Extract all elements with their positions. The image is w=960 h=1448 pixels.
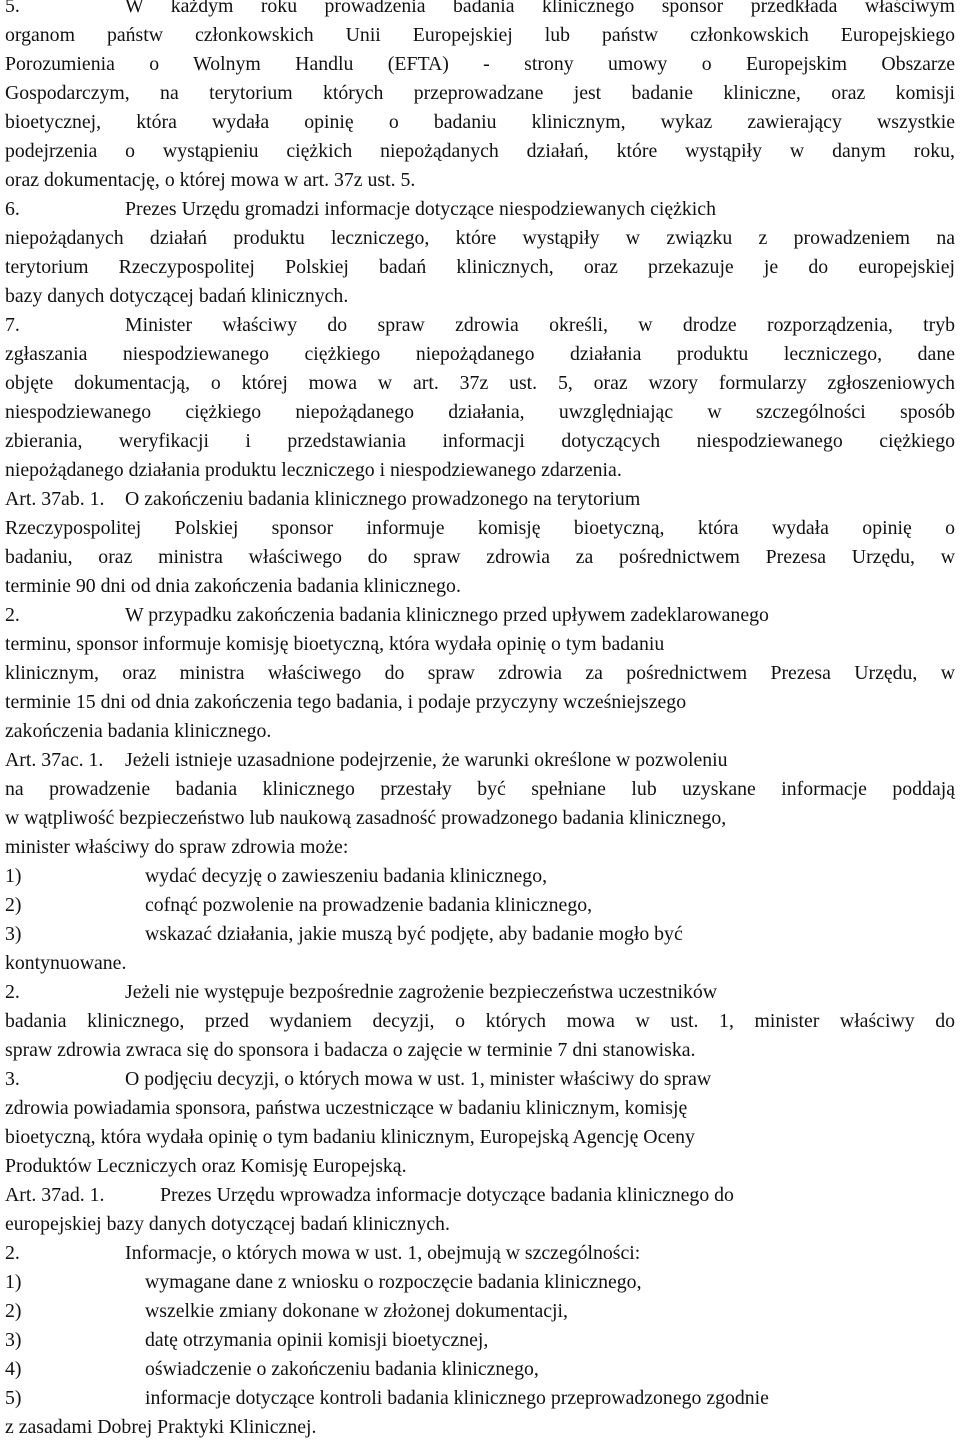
line-text: cofnąć pozwolenie na prowadzenie badania klinicznego, [145,894,593,916]
article-37ac-section-1 [5,746,955,862]
text-line [5,1297,955,1326]
text-line: klinicznym, oraz ministra właściwego do spraw zdrowia za pośrednictwem Prezesa Urzędu, w [5,662,955,684]
text-line [5,978,955,1007]
text-line [5,601,955,630]
item-number: 2) [5,1300,22,1322]
paragraph-number: 5. [5,0,20,17]
text-line: terytorium Rzeczypospolitej Polskiej badań klinicznych, oraz przekazuje je do europejskiej [5,256,955,278]
item-number: 2) [5,894,22,916]
text-line [5,1268,955,1297]
text-line: terminie 90 dni od dnia zakończenia badania klinicznego. [5,575,461,597]
text-line [5,1181,955,1210]
text-line [5,1065,955,1094]
article-number: Art. 37ac. 1. [5,749,104,771]
text-line: niepożądanych działań produktu leczniczego, które wystąpiły w związku z prowadzeniem na [5,227,955,249]
line-text: Prezes Urzędu gromadzi informacje dotyczące niespodziewanych ciężkich [125,198,716,220]
text-line [5,862,955,891]
text-line: zakończenia badania klinicznego. [5,720,272,742]
text-line [5,1239,955,1268]
article-37ab-section-2 [5,601,955,746]
text-line [5,311,955,340]
text-line: bioetycznej, która wydała opinię o badaniu klinicznym, wykaz zawierający wszystkie [5,111,955,133]
line-text: datę otrzymania opinii komisji bioetycznej, [145,1329,489,1351]
text-line: Porozumienia o Wolnym Handlu (EFTA) - strony umowy o Europejskim Obszarze [5,53,955,75]
document-body [5,0,955,1442]
text-line: zdrowia powiadamia sponsora, państwa uczestniczące w badaniu klinicznym, komisję [5,1097,688,1119]
article-37ad-section-2 [5,1239,955,1268]
text-line: kontynuowane. [5,952,127,974]
paragraph-number: 2. [5,604,20,626]
text-line: niepożądanego działania produktu leczniczego i niespodziewanego zdarzenia. [5,459,622,481]
paragraph-number: 2. [5,981,20,1003]
text-line: organom państw członkowskich Unii Europejskiej lub państw członkowskich Europejskiego [5,24,955,46]
line-text: wydać decyzję o zawieszeniu badania klinicznego, [145,865,548,887]
text-line: oraz dokumentację, o której mowa w art. 37z ust. 5. [5,169,416,191]
text-line: Gospodarczym, na terytorium których przeprowadzane jest badanie kliniczne, oraz komisji [5,82,955,104]
text-line [5,1384,955,1413]
article-37ac-section-3 [5,1065,955,1181]
list-item [5,1297,955,1326]
article-37ad-section-1 [5,1181,955,1239]
text-line: na prowadzenie badania klinicznego przestały być spełniane lub uzyskane informacje poddają [5,778,955,800]
text-line [5,0,955,21]
line-text: wszelkie zmiany dokonane w złożonej dokumentacji, [145,1300,568,1322]
paragraph-number: 2. [5,1242,20,1264]
text-line: badania klinicznego, przed wydaniem decyzji, o których mowa w ust. 1, minister właściwy do [5,1010,955,1032]
article-number: Art. 37ad. 1. [5,1184,105,1206]
paragraph-6 [5,195,955,311]
text-line [5,891,955,920]
line-text: O podjęciu decyzji, o których mowa w ust. 1, minister właściwy do spraw [125,1068,712,1090]
line-text: wymagane dane z wniosku o rozpoczęcie badania klinicznego, [145,1271,642,1293]
line-text: W przypadku zakończenia badania klinicznego przed upływem zadeklarowanego [125,604,769,626]
paragraph-number: 6. [5,198,20,220]
text-line: Rzeczypospolitej Polskiej sponsor informuje komisję bioetyczną, która wydała opinię o [5,517,955,539]
list-item [5,1268,955,1297]
item-number: 3) [5,923,22,945]
list-item [5,862,955,891]
item-number: 1) [5,865,22,887]
text-line: podejrzenia o wystąpieniu ciężkich niepożądanych działań, które wystąpiły w danym roku, [5,140,955,162]
text-line: niespodziewanego ciężkiego niepożądanego działania, uwzględniając w szczególności sposób [5,401,955,423]
line-text: Minister właściwy do spraw zdrowia określi, w drodze rozporządzenia, tryb [125,314,955,336]
line-text: Informacje, o których mowa w ust. 1, obejmują w szczególności: [125,1242,641,1264]
line-text: Jeżeli nie występuje bezpośrednie zagrożenie bezpieczeństwa uczestników [125,981,718,1003]
text-line [5,1355,955,1384]
line-text: O zakończeniu badania klinicznego prowadzonego na terytorium [125,488,641,510]
line-text: Prezes Urzędu wprowadza informacje dotyczące badania klinicznego do [160,1184,734,1206]
text-line: europejskiej bazy danych dotyczącej badań klinicznych. [5,1213,450,1235]
line-text: informacje dotyczące kontroli badania klinicznego przeprowadzonego zgodnie [145,1387,769,1409]
text-line [5,195,955,224]
article-number: Art. 37ab. 1. [5,488,105,510]
text-line: terminu, sponsor informuje komisję bioetyczną, która wydała opinię o tym badaniu [5,633,665,655]
text-line: zbierania, weryfikacji i przedstawiania informacji dotyczących niespodziewanego ciężkiego [5,430,955,452]
text-line: bioetyczną, która wydała opinię o tym badaniu klinicznym, Europejską Agencję Oceny [5,1126,695,1148]
text-line: z zasadami Dobrej Praktyki Klinicznej. [5,1416,317,1438]
text-line: badaniu, oraz ministra właściwego do spraw zdrowia za pośrednictwem Prezesa Urzędu, w [5,546,955,568]
text-line: w wątpliwość bezpieczeństwo lub naukową zasadność prowadzonego badania klinicznego, [5,807,727,829]
line-text: W każdym roku prowadzenia badania klinicznego sponsor przedkłada właściwym [125,0,955,17]
list-item [5,1355,955,1384]
list-item [5,891,955,920]
item-number: 4) [5,1358,22,1380]
article-37ab-section-1 [5,485,955,601]
item-number: 1) [5,1271,22,1293]
list-item [5,920,955,978]
line-text: Jeżeli istnieje uzasadnione podejrzenie, że warunki określone w pozwoleniu [125,749,728,771]
text-line: minister właściwy do spraw zdrowia może: [5,836,349,858]
paragraph-number: 7. [5,314,20,336]
text-line [5,920,955,949]
line-text: oświadczenie o zakończeniu badania klinicznego, [145,1358,539,1380]
paragraph-7 [5,311,955,485]
paragraph-number: 3. [5,1068,20,1090]
item-number: 5) [5,1387,22,1409]
text-line: Produktów Leczniczych oraz Komisję Europejską. [5,1155,407,1177]
item-number: 3) [5,1329,22,1351]
text-line: bazy danych dotyczącej badań klinicznych. [5,285,349,307]
text-line: zgłaszania niespodziewanego ciężkiego niepożądanego działania produktu leczniczego, dane [5,343,955,365]
line-text: wskazać działania, jakie muszą być podjęte, aby badanie mogło być [145,923,683,945]
text-line: spraw zdrowia zwraca się do sponsora i badacza o zajęcie w terminie 7 dni stanowiska. [5,1039,696,1061]
article-37ac-section-2 [5,978,955,1065]
list-item [5,1384,955,1442]
text-line: terminie 15 dni od dnia zakończenia tego badania, i podaje przyczyny wcześniejszego [5,691,687,713]
paragraph-5 [5,0,955,195]
list-item [5,1326,955,1355]
text-line [5,485,955,514]
text-line [5,746,955,775]
text-line [5,1326,955,1355]
text-line: objęte dokumentacją, o której mowa w art. 37z ust. 5, oraz wzory formularzy zgłoszeniowych [5,372,955,394]
